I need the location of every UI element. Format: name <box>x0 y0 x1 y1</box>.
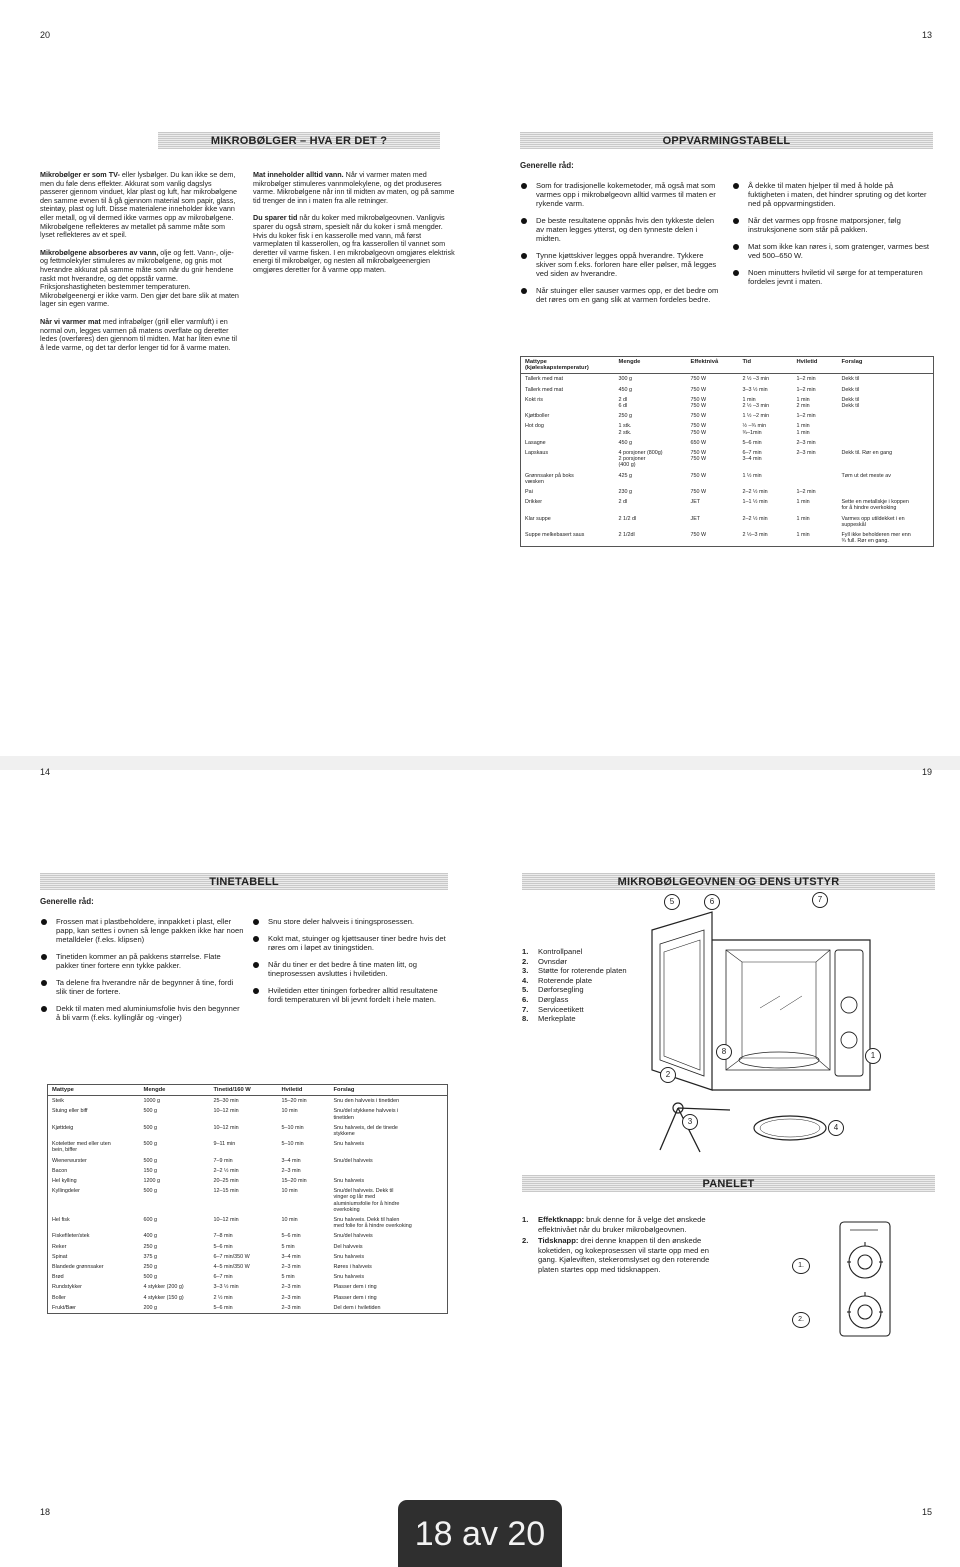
paragraph-text: med infrabølger (grill eller varmluft) i en normal ovn, legges varmen på matens overflate og deretter ledes (overføres) den gjennom til midten. Mat har liten evne til å lede varme, og det tar derfor lenger tid for å varme maten. <box>40 316 237 352</box>
bullet-item: Ta delene fra hverandre når de begynner å tine, fordi slik tiner de fortere. <box>40 978 245 996</box>
table-row <box>48 1186 448 1215</box>
table-cell: 1–2 min <box>796 413 816 420</box>
table-cell: 250 g <box>618 413 632 420</box>
bullet-item: Å dekke til maten hjelper til med å holde på fuktigheten i maten, det hindrer spruting og det korter ned på oppvarmingstiden. <box>732 181 932 208</box>
table-cell: 2 ½–3 min <box>742 532 768 539</box>
bullet-item: Dekk til maten med aluminiumsfolie hvis den begynner å bli varm (f.eks. kyllinglår og -vinger) <box>40 1004 245 1022</box>
table-cell: 1–2 min <box>796 386 816 393</box>
table-cell: Hel fisk <box>52 1217 70 1224</box>
table-cell: 5–10 min <box>281 1124 304 1131</box>
table-cell: Kokt ris <box>525 396 543 403</box>
table-cell: Lapskaus <box>525 450 549 457</box>
table-cell: 450 g <box>618 386 632 393</box>
table-cell <box>838 487 934 497</box>
thaw-advice-label: Generelle råd: <box>40 897 94 906</box>
table-cell: 1–1 ½ min <box>742 499 768 506</box>
table-cell: 750 W 750 W <box>690 423 707 436</box>
table-cell: 1 stk. 2 stk. <box>618 423 632 436</box>
table-cell: Snu/del halvveis <box>333 1157 373 1164</box>
table-cell: 750 W <box>690 472 707 479</box>
table-cell: Snu halvveis, del de tinede stykkene <box>333 1124 398 1138</box>
table-header-cell: Tinetid/160 W <box>210 1085 278 1096</box>
table-cell: 500 g <box>143 1188 157 1195</box>
table-cell: 5 min <box>281 1274 295 1281</box>
table-cell: Dekk til <box>841 376 860 383</box>
table-cell: 5–6 min <box>742 439 762 446</box>
callout-3: 3 <box>682 1114 698 1130</box>
heating-table <box>520 356 934 547</box>
table-cell: Dekk til Dekk til <box>841 396 860 410</box>
table-cell: 20–25 min <box>213 1178 239 1185</box>
table-cell: Del dem i hviletiden <box>333 1304 381 1311</box>
table-cell: 10 min <box>281 1217 298 1224</box>
table-row <box>48 1123 448 1139</box>
table-header-cell: Mengde <box>140 1085 210 1096</box>
bullet-item: Tynne kjøttskiver legges oppå hverandre. Tykkere skiver som f.eks. forloren hare eller pølser, må legges ved siden av hverandre. <box>520 251 720 278</box>
parts-list <box>522 947 632 1024</box>
thaw-advice-list-left <box>40 917 245 1030</box>
section-title-mikrobolger: MIKROBØLGER – HVA ER DET ? <box>158 132 440 149</box>
table-cell: Snu halvveis <box>333 1178 365 1185</box>
table-row <box>48 1106 448 1122</box>
panel-item <box>522 1236 722 1274</box>
table-cell <box>838 411 934 421</box>
part-number: 5. <box>522 985 529 995</box>
table-cell: 15–20 min <box>281 1098 307 1105</box>
table-cell: 4 porsjoner (800g) 2 porsjoner (400 g) <box>618 450 663 469</box>
table-cell: 750 W <box>690 489 707 496</box>
table-row <box>48 1139 448 1155</box>
table-cell: Fiskefileter/stek <box>52 1233 90 1240</box>
page-counter: 18 av 20 <box>398 1500 562 1567</box>
table-cell: 2 dl <box>618 499 628 506</box>
panel-item-number: 2. <box>522 1236 529 1246</box>
table-header-cell: Forslag <box>330 1085 448 1096</box>
paragraph-lead: Mat inneholder alltid vann. <box>253 170 344 179</box>
part-item <box>522 976 632 986</box>
table-cell: 3–3 ½ min <box>742 386 768 393</box>
table-cell: 2 ½ –3 min <box>742 376 770 383</box>
table-cell: 4 stykker (150 g) <box>143 1294 184 1301</box>
table-cell: 7–9 min <box>213 1157 233 1164</box>
manual-spread-bottom <box>0 770 960 1567</box>
table-header-cell: Mengde <box>615 357 687 374</box>
part-number: 4. <box>522 975 529 985</box>
table-cell: 5–6 min <box>213 1243 233 1250</box>
microwave-diagram <box>630 900 890 1170</box>
table-row <box>48 1231 448 1241</box>
table-cell: 2–2 ½ min <box>742 489 768 496</box>
part-item <box>522 1014 632 1024</box>
table-cell: 12–15 min <box>213 1188 239 1195</box>
table-cell: Del halvveis <box>333 1243 363 1250</box>
table-cell: 10 min <box>281 1188 298 1195</box>
table-cell: Frukt/Bær <box>52 1304 76 1311</box>
table-cell: Pai <box>525 489 533 496</box>
table-cell: Snu/del stykkene halvveis i tinetiden <box>333 1108 399 1121</box>
part-label: Serviceetikett <box>538 1004 584 1014</box>
table-cell: 1 min <box>796 532 810 539</box>
table-cell: 750 W 750 W <box>690 450 707 463</box>
table-cell: 1 min <box>796 515 810 522</box>
section-title-mikrobolgeovnen: MIKROBØLGEOVNEN OG DENS UTSTYR <box>522 873 935 890</box>
part-item <box>522 957 632 967</box>
table-cell: Lasagne <box>525 439 546 446</box>
part-number: 6. <box>522 994 529 1004</box>
table-cell: 230 g <box>618 489 632 496</box>
table-cell: 2–3 min <box>281 1167 301 1174</box>
part-item <box>522 1005 632 1015</box>
table-cell: Boller <box>52 1294 66 1301</box>
thaw-advice-list-right <box>252 917 452 1012</box>
table-cell: 6–7 min 3–4 min <box>742 450 762 463</box>
table-cell: Snu halvveis <box>333 1253 365 1260</box>
table-cell: 1 min <box>796 499 810 506</box>
panel-callout-2: 2. <box>792 1312 810 1328</box>
table-header-cell: Forslag <box>838 357 934 374</box>
part-item <box>522 985 632 995</box>
table-cell: 2 1/2dl <box>618 532 635 539</box>
panel-item-text: drei denne knappen til den ønskede koketiden, og kokeprosessen vil starte opp med en gang. Kjøleviften, stekeromslyset og den roterende platen startes opp med tidsknappen. <box>538 1236 710 1274</box>
bullet-item: Kokt mat, stuinger og kjøttsauser tiner bedre hvis det røres om i løpet av tiningstiden. <box>252 934 452 952</box>
table-cell: Suppe melkebasert saus <box>525 532 585 539</box>
table-row <box>48 1215 448 1231</box>
part-label: Kontrollpanel <box>538 947 583 956</box>
table-cell: Brød <box>52 1274 64 1281</box>
table-row <box>521 411 934 421</box>
table-row <box>521 421 934 437</box>
part-number: 1. <box>522 947 529 956</box>
table-cell: 2–3 min <box>796 450 816 457</box>
table-header-cell: Hviletid <box>278 1085 330 1096</box>
table-cell: 2–3 min <box>281 1304 301 1311</box>
table-cell: 1 min 2 min <box>796 396 810 410</box>
text-column-1 <box>40 171 240 361</box>
panel-item-term: Tidsknapp: <box>538 1236 579 1246</box>
table-cell: Varmes opp utildekket i en suppeskål <box>841 515 905 528</box>
paragraph-text: olje og fett. Vann-, olje- og fettmolekyler stimuleres av mikrobølgene, og gnis mot hverandre akkurat på samme måte som når du gnir hendene raskt mot hverandre, og det oppstår varme. Friksjonshastigheten bestemmer temperaturen. Mikrobølgeenergi er ikke varm. Den gjør det bare slik at maten lager sin egen varme. <box>40 247 239 309</box>
table-cell: 2 ½ min <box>213 1294 233 1301</box>
part-label: Ovnsdør <box>538 956 568 966</box>
table-cell: 5–6 min <box>213 1304 233 1311</box>
table-row <box>48 1262 448 1272</box>
table-header-cell: Hviletid <box>793 357 838 374</box>
table-cell: Hel kylling <box>52 1178 77 1185</box>
table-cell: 2 1/2 dl <box>618 515 637 522</box>
page-number-left: 20 <box>40 30 51 40</box>
table-cell: 5–10 min <box>281 1141 304 1148</box>
table-cell: 7–8 min <box>213 1233 233 1240</box>
table-cell: Plasser dem i ring <box>333 1284 377 1291</box>
paragraph-lead: Mikrobølgene absorberes av vann, <box>40 247 159 257</box>
table-cell: 15–20 min <box>281 1178 307 1185</box>
table-row <box>48 1303 448 1314</box>
table-cell: Steik <box>52 1098 64 1105</box>
table-cell: Snu/del halvveis. Dekk til vinger og lår med aluminiumsfolie for å hindre overkoking <box>333 1188 400 1213</box>
table-cell: Tallerk med mat <box>525 376 564 383</box>
table-cell: Kjøttdeig <box>52 1124 74 1131</box>
table-cell: Dekk til <box>841 386 860 393</box>
panel-callout-1: 1. <box>792 1258 810 1274</box>
bullet-item: Når det varmes opp frosne matporsjoner, følg instruksjonene som står på pakken. <box>732 216 932 234</box>
table-row <box>521 530 934 547</box>
bullet-item: Som for tradisjonelle kokemetoder, må også mat som varmes opp i mikrobølgeovn alltid varmes til maten er rykende varm. <box>520 181 720 208</box>
callout-2: 2 <box>660 1067 676 1083</box>
part-label: Merkeplate <box>538 1014 576 1024</box>
control-panel-diagram <box>838 1220 894 1340</box>
section-title-panelet: PANELET <box>522 1175 935 1192</box>
table-cell: 250 g <box>143 1264 157 1271</box>
section-title-oppvarmingstabell: OPPVARMINGSTABELL <box>520 132 933 149</box>
table-row <box>48 1096 448 1107</box>
table-cell: 2–3 min <box>796 439 816 446</box>
table-cell: 2 dl 6 dl <box>618 396 628 410</box>
table-cell: 750 W <box>690 532 707 539</box>
table-cell: 300 g <box>618 376 632 383</box>
table-row <box>48 1282 448 1292</box>
bullet-item: Hviletiden etter tiningen forbedrer alltid resultatene fordi temperaturen vil bli jevnt fordelt i hele maten. <box>252 986 452 1004</box>
table-header-cell: Mattype (kjøleskapstemperatur) <box>521 357 615 374</box>
panel-item-text: bruk denne for å velge det ønskede effektnivået når du bruker mikrobølgeovnen. <box>538 1215 706 1234</box>
table-cell: Hot dog <box>525 423 544 430</box>
paragraph-lead: Mikrobølger er som TV- <box>40 170 120 179</box>
table-cell: 375 g <box>143 1253 157 1260</box>
table-row <box>521 374 934 385</box>
table-cell: JET <box>690 499 701 506</box>
table-row <box>521 471 934 487</box>
table-cell: 1 min 1 min <box>796 423 810 436</box>
page-number-15: 15 <box>921 1507 932 1517</box>
table-cell: 25–30 min <box>213 1098 239 1105</box>
paragraph-lead: Når vi varmer mat <box>40 316 101 326</box>
table-cell: Kyllingdeler <box>52 1188 80 1195</box>
manual-spread-top <box>0 0 960 762</box>
table-cell: Tallerk med mat <box>525 386 564 393</box>
table-cell: Wienerwurster <box>52 1157 87 1164</box>
table-cell: 200 g <box>143 1304 157 1311</box>
table-cell: Kjøttboller <box>525 413 550 420</box>
part-item <box>522 966 632 976</box>
callout-8: 8 <box>716 1044 732 1060</box>
part-item <box>522 947 632 957</box>
table-cell: Snu halvveis. Dekk til halen med folie for å hindre overkoking <box>333 1217 412 1230</box>
part-label: Støtte for roterende platen <box>538 966 627 976</box>
table-cell: 3–3 ½ min <box>213 1284 239 1291</box>
table-row <box>521 497 934 513</box>
bullet-item: Noen minutters hviletid vil sørge for at temperaturen fordeles jevnt i maten. <box>732 268 932 286</box>
paragraph <box>253 214 455 274</box>
panel-controls-list <box>522 1215 722 1277</box>
table-cell <box>330 1166 448 1176</box>
bullet-item: Mat som ikke kan røres i, som gratenger, varmes best ved 500–650 W. <box>732 242 932 260</box>
table-cell: ½ –¾ min ¾–1min <box>742 423 767 436</box>
advice-list-left <box>520 181 720 312</box>
paragraph-text: eller lysbølger. Du kan ikke se dem, men du føle dens effekter. Akkurat som vanlig dagslys passerer gjennom vinduet, klar plast og luft, har mikrobølgene den samme evnen til å gå gjennom material som papir, glass, steintøy, plast og luft. Disse materialene inneholder ikke vann eller metall, og vil dermed ikke varmes opp av mikrobølgene. Mikrobølgene reflekteres av metallet på samme måte som lyset reflekteres av et speil. <box>40 170 237 240</box>
table-cell <box>838 438 934 448</box>
part-label: Dørglass <box>538 994 569 1004</box>
page-number-18: 18 <box>40 1507 51 1517</box>
table-cell: 500 g <box>143 1108 157 1115</box>
table-row <box>521 438 934 448</box>
page-number-19: 19 <box>921 767 932 777</box>
callout-7: 7 <box>812 892 828 908</box>
callout-4: 4 <box>828 1120 844 1136</box>
panel-item-number: 1. <box>522 1215 529 1224</box>
paragraph <box>40 318 240 352</box>
table-cell: Koteletter med eller uten bein, biffer <box>52 1141 111 1154</box>
table-cell: Stuing eller biff <box>52 1108 88 1115</box>
section-title-tinetabell: TINETABELL <box>40 873 448 890</box>
table-row <box>521 395 934 411</box>
table-cell: 6–7 min/350 W <box>213 1253 250 1260</box>
table-cell: 9–11 min <box>213 1141 236 1148</box>
table-row <box>48 1166 448 1176</box>
table-cell: 750 W <box>690 376 707 383</box>
bullet-item: Snu store deler halvveis i tiningsprosessen. <box>252 917 452 926</box>
general-advice-label: Generelle råd: <box>520 161 574 170</box>
table-cell: 2–3 min <box>281 1284 301 1291</box>
table-cell: 10–12 min <box>213 1217 239 1224</box>
table-cell: Rundstykker <box>52 1284 82 1291</box>
table-cell: 400 g <box>143 1233 157 1240</box>
part-label: Roterende plate <box>538 975 593 985</box>
text-column-2 <box>253 171 455 284</box>
table-cell: Snu halvveis <box>333 1141 365 1148</box>
table-cell: 1000 g <box>143 1098 160 1105</box>
table-cell: 2–2 ½ min <box>742 515 768 522</box>
table-cell: 425 g <box>618 472 632 479</box>
table-cell: Røres i halvveis <box>333 1264 372 1271</box>
table-cell: 10 min <box>281 1108 298 1115</box>
page-number-14: 14 <box>40 767 51 777</box>
table-cell: Bacon <box>52 1167 68 1174</box>
part-number: 7. <box>522 1004 529 1014</box>
table-cell: 10–12 min <box>213 1108 239 1115</box>
page-number-right: 13 <box>921 30 932 40</box>
paragraph-lead: Du sparer tid <box>253 213 298 223</box>
part-label: Dørforsegling <box>538 985 584 995</box>
callout-5: 5 <box>664 894 680 910</box>
table-cell: 3–4 min <box>281 1157 301 1164</box>
callout-1: 1 <box>865 1048 881 1064</box>
table-cell: Plasser dem i ring <box>333 1294 377 1301</box>
table-cell: 4 stykker (200 g) <box>143 1284 184 1291</box>
table-cell: 10–12 min <box>213 1124 239 1131</box>
table-cell: 2–3 min <box>281 1264 301 1271</box>
table-cell: Snu halvveis <box>333 1274 365 1281</box>
table-cell: Sette en metallskje i koppen for å hindre overkoking <box>841 499 909 512</box>
paragraph-text: når du koker med mikrobølgeovnen. Vanligvis sparer du også strøm, spesielt når du koker i små mengder. Hvis du koker fisk i en kasserolle med vann, må først varmeplaten til kasserollen, og fra kasserollen til vannet som deretter vil varme fisken. I en mikrobølgeovn omgjøres elektrisk energi til mikrobølger, og nesten all mikrobølgeenergien omgjøres deretter for å varme opp maten. <box>253 213 455 274</box>
table-cell: 450 g <box>618 439 632 446</box>
table-cell: 6–7 min <box>213 1274 233 1281</box>
table-cell: 2–2 ½ min <box>213 1167 239 1174</box>
table-cell <box>793 471 838 487</box>
bullet-item: Når stuinger eller sauser varmes opp, er det bedre om det røres om en gang slik at varmen fordeles bedre. <box>520 286 720 304</box>
table-cell: Fyll ikke beholderen mer enn ¾ full. Rør en gang. <box>841 532 911 545</box>
table-row <box>48 1293 448 1303</box>
table-cell: Snu/del halvveis <box>333 1233 373 1240</box>
table-cell: Dekk til. Rør en gang <box>841 450 893 457</box>
table-cell: 1 ½ min <box>742 472 762 479</box>
table-header-cell: Mattype <box>48 1085 140 1096</box>
part-number: 3. <box>522 966 529 976</box>
table-cell: Snu den halvveis i tinetiden <box>333 1098 400 1105</box>
table-cell: 150 g <box>143 1167 157 1174</box>
table-row <box>521 487 934 497</box>
paragraph <box>40 249 240 309</box>
callout-6: 6 <box>704 894 720 910</box>
table-cell: 5 min <box>281 1243 295 1250</box>
table-cell: 1–2 min <box>796 489 816 496</box>
table-cell: 600 g <box>143 1217 157 1224</box>
table-cell: Drikker <box>525 499 543 506</box>
table-cell: 750 W <box>690 413 707 420</box>
table-row <box>521 448 934 471</box>
thawing-table <box>47 1084 448 1314</box>
table-cell: 5–6 min <box>281 1233 301 1240</box>
paragraph-text: Når vi varmer maten med mikrobølger stimuleres vannmolekylene, og det produseres varme. Mikrobølgene når inn til midten av maten, og på samme tid trenger de inn i maten fra alle retninger. <box>253 170 455 205</box>
table-cell: Reker <box>52 1243 67 1250</box>
table-cell: Klar suppe <box>525 515 551 522</box>
part-number: 8. <box>522 1014 529 1024</box>
part-item <box>522 995 632 1005</box>
table-cell: 2–3 min <box>281 1294 301 1301</box>
table-row <box>48 1156 448 1166</box>
table-cell: 1200 g <box>143 1178 160 1185</box>
table-row <box>48 1252 448 1262</box>
table-row <box>521 514 934 530</box>
table-row <box>521 385 934 395</box>
table-cell: 1 ½ –2 min <box>742 413 770 420</box>
paragraph <box>253 171 455 205</box>
table-cell: Blandede grønnsaker <box>52 1264 104 1271</box>
table-cell: JET <box>690 515 701 522</box>
part-number: 2. <box>522 956 529 966</box>
table-cell: Grønnsaker på boks væsken <box>525 472 574 485</box>
table-cell: 750 W <box>690 386 707 393</box>
panel-item-term: Effektknapp: <box>538 1215 584 1224</box>
table-row <box>48 1176 448 1186</box>
table-cell: 650 W <box>690 439 707 446</box>
table-cell: 1–2 min <box>796 376 816 383</box>
table-cell <box>838 421 934 437</box>
table-cell: Tøm ut det meste av <box>841 472 891 479</box>
table-cell: 500 g <box>143 1141 157 1148</box>
table-cell: Spinat <box>52 1253 68 1260</box>
table-cell: 750 W 750 W <box>690 396 707 410</box>
table-header-cell: Effektnivå <box>687 357 739 374</box>
table-row <box>48 1272 448 1282</box>
table-cell: 250 g <box>143 1243 157 1250</box>
paragraph <box>40 171 240 240</box>
table-row <box>48 1242 448 1252</box>
table-header-cell: Tid <box>739 357 793 374</box>
table-cell: 500 g <box>143 1124 157 1131</box>
table-cell: 3–4 min <box>281 1253 301 1260</box>
table-cell: 500 g <box>143 1157 157 1164</box>
advice-list-right <box>732 181 932 294</box>
table-cell: 1 min 2 ½ –3 min <box>742 396 770 410</box>
table-cell: 500 g <box>143 1274 157 1281</box>
bullet-item: Når du tiner er det bedre å tine maten litt, og tineprosessen avsluttes i hviletiden. <box>252 960 452 978</box>
table-cell: 4–5 min/350 W <box>213 1264 250 1271</box>
panel-item <box>522 1215 722 1234</box>
bullet-item: Tinetiden kommer an på pakkens størrelse. Flate pakker tiner fortere enn tykke pakker. <box>40 952 245 970</box>
bullet-item: De beste resultatene oppnås hvis den tykkeste delen av maten legges ytterst, og den tynneste delen i midten. <box>520 216 720 243</box>
bullet-item: Frossen mat i plastbeholdere, innpakket i plast, eller papp, kan settes i ovnen så lenge pakken ikke har noen metalldeler (f.eks. klipsen) <box>40 917 245 944</box>
